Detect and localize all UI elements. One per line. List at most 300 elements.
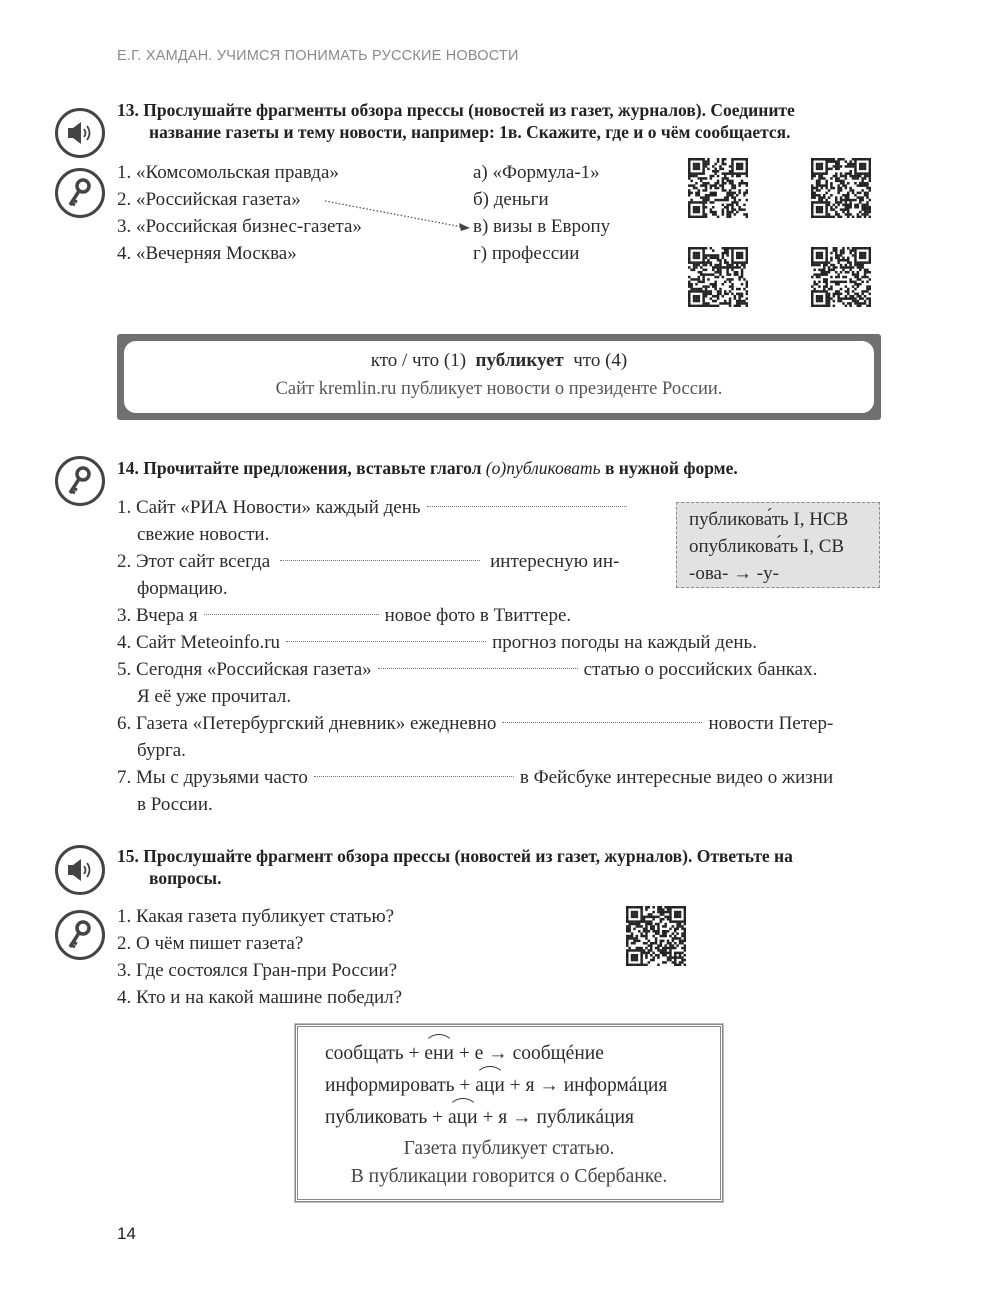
qr-module [698, 163, 701, 166]
qr-module [823, 305, 826, 307]
qr-module [693, 172, 696, 175]
qr-module [626, 918, 629, 921]
qr-module [818, 182, 821, 185]
qr-module [660, 944, 663, 947]
qr-module [857, 276, 860, 279]
qr-module [664, 930, 667, 933]
qr-module [731, 170, 734, 173]
qr-module [698, 168, 701, 171]
qr-module [857, 295, 860, 298]
qr-module [736, 247, 739, 250]
qr-module [738, 172, 741, 175]
qr-module [688, 300, 691, 303]
qr-module [705, 177, 708, 180]
qr-module [674, 911, 677, 914]
blank-field[interactable] [286, 641, 486, 642]
qr-module [681, 961, 684, 964]
qr-module [825, 247, 828, 250]
qr-module [662, 918, 665, 921]
qr-module [681, 935, 684, 938]
qr-module [650, 925, 653, 928]
qr-module [837, 184, 840, 187]
qr-module [650, 954, 653, 957]
qr-module [816, 252, 819, 255]
sentence-text: новости Петер- [708, 713, 834, 734]
sentence-text: 2. Этот сайт всегда [117, 551, 271, 572]
qr-module [628, 920, 631, 923]
qr-module [842, 158, 845, 161]
qr-module [813, 269, 816, 272]
qr-module [845, 172, 848, 175]
qr-module [857, 177, 860, 180]
qr-module [849, 281, 852, 284]
qr-module [731, 293, 734, 296]
qr-module [861, 172, 864, 175]
qr-module [702, 158, 705, 161]
qr-module [854, 172, 857, 175]
qr-module [643, 930, 646, 933]
qr-module [828, 189, 831, 192]
sentence-item [117, 767, 833, 789]
qr-module [626, 920, 629, 923]
qr-module [736, 288, 739, 291]
qr-module [866, 247, 869, 250]
qr-module [857, 300, 860, 303]
qr-module [628, 947, 631, 950]
qr-module [833, 158, 836, 161]
qr-module [857, 271, 860, 274]
qr-module [825, 257, 828, 260]
qr-module [736, 175, 739, 178]
qr-module [842, 199, 845, 202]
qr-module [657, 932, 660, 935]
qr-module [736, 168, 739, 171]
qr-module [714, 187, 717, 190]
qr-module [842, 257, 845, 260]
qr-module [631, 956, 634, 959]
qr-module [833, 264, 836, 267]
qr-module [698, 172, 701, 175]
qr-module [816, 163, 819, 166]
qr-module [731, 192, 734, 195]
qr-module [746, 213, 748, 216]
qr-module [811, 172, 814, 175]
qr-module [702, 204, 705, 207]
qr-module [859, 261, 862, 264]
qr-module [823, 278, 826, 281]
qr-module [717, 216, 720, 218]
qr-module [869, 170, 871, 173]
qr-module [828, 216, 831, 218]
qr-module [643, 928, 646, 931]
qr-module [852, 175, 855, 178]
qr-module [707, 194, 710, 197]
qr-module [700, 261, 703, 264]
qr-module [700, 273, 703, 276]
qr-module [679, 911, 682, 914]
qr-module [830, 194, 833, 197]
qr-module [729, 302, 732, 305]
qr-module [722, 213, 725, 216]
qr-module [729, 300, 732, 303]
qr-module [645, 942, 648, 945]
qr-module [664, 923, 667, 926]
qr-module [731, 249, 734, 252]
qr-module [626, 954, 629, 957]
qr-module [837, 163, 840, 166]
result-noun: + я → публикáция [482, 1107, 635, 1128]
qr-module [681, 952, 684, 955]
blank-field[interactable] [204, 614, 379, 615]
qr-module [842, 269, 845, 272]
qr-module [674, 930, 677, 933]
qr-module [852, 266, 855, 269]
qr-module [645, 928, 648, 931]
qr-module [736, 271, 739, 274]
qr-module [869, 252, 871, 255]
qr-module [816, 276, 819, 279]
qr-module [840, 175, 843, 178]
qr-module [672, 961, 675, 964]
qr-module [705, 187, 708, 190]
qr-module [702, 259, 705, 262]
qr-module [636, 916, 639, 919]
qr-module [835, 160, 838, 163]
qr-module [852, 247, 855, 250]
qr-module [664, 954, 667, 957]
qr-module [645, 954, 648, 957]
qr-module [674, 928, 677, 931]
qr-module [729, 165, 732, 168]
qr-module [655, 937, 658, 940]
qr-module [636, 949, 639, 952]
qr-module [869, 165, 871, 168]
qr-module [835, 293, 838, 296]
qr-module [684, 923, 686, 926]
qr-module [818, 165, 821, 168]
qr-module [833, 187, 836, 190]
qr-module [719, 168, 722, 171]
qr-module [710, 184, 713, 187]
qr-module [648, 906, 651, 909]
qr-module [693, 269, 696, 272]
qr-module [679, 916, 682, 919]
qr-module [845, 208, 848, 211]
blank-field[interactable] [502, 722, 702, 723]
qr-module [833, 216, 836, 218]
qr-module [821, 201, 824, 204]
qr-module [736, 252, 739, 255]
qr-module [698, 254, 701, 257]
qr-module [731, 252, 734, 255]
qr-module [859, 172, 862, 175]
qr-module [722, 247, 725, 250]
qr-module [672, 947, 675, 950]
qr-module [681, 928, 684, 931]
qr-module [729, 278, 732, 281]
qr-module [681, 920, 684, 923]
qr-module [864, 182, 867, 185]
qr-module [731, 285, 734, 288]
qr-module [717, 297, 720, 300]
qr-module [736, 302, 739, 305]
qr-module [664, 932, 667, 935]
sentence-text: 7. Мы с друзьями часто [117, 767, 308, 788]
qr-module [813, 196, 816, 199]
qr-module [652, 925, 655, 928]
qr-module [818, 180, 821, 183]
qr-module [707, 285, 710, 288]
qr-module [811, 295, 814, 298]
qr-module [676, 913, 679, 916]
qr-module [717, 182, 720, 185]
qr-module [854, 247, 857, 250]
qr-module [645, 964, 648, 966]
qr-module [645, 932, 648, 935]
example-sentence: Газета публикует статью. [403, 1138, 615, 1159]
qr-module [660, 906, 663, 909]
sentence-item [117, 659, 817, 681]
blank-field[interactable] [378, 668, 578, 669]
qr-module [705, 213, 708, 216]
qr-module [679, 954, 682, 957]
qr-module [669, 954, 672, 957]
qr-module [736, 158, 739, 161]
qr-module [631, 932, 634, 935]
qr-module [746, 168, 748, 171]
qr-code[interactable] [688, 158, 748, 218]
qr-module [864, 192, 867, 195]
qr-module [741, 180, 744, 183]
qr-module [726, 273, 729, 276]
qr-module [823, 266, 826, 269]
qr-module [648, 944, 651, 947]
qr-module [693, 264, 696, 267]
qr-module [688, 168, 691, 171]
audio-icon[interactable] [55, 108, 105, 158]
qr-module [818, 189, 821, 192]
qr-module [852, 158, 855, 161]
qr-module [684, 911, 686, 914]
qr-module [816, 208, 819, 211]
qr-module [816, 257, 819, 260]
qr-module [746, 175, 748, 178]
qr-module [690, 283, 693, 286]
qr-module [652, 916, 655, 919]
qr-code[interactable] [811, 158, 871, 218]
qr-module [864, 172, 867, 175]
qr-module [854, 302, 857, 305]
qr-module [643, 935, 646, 938]
qr-module [835, 283, 838, 286]
qr-module [736, 264, 739, 267]
qr-module [688, 254, 691, 257]
qr-code[interactable] [688, 247, 748, 307]
qr-module [690, 172, 693, 175]
qr-module [695, 187, 698, 190]
qr-module [690, 199, 693, 202]
qr-module [864, 168, 867, 171]
qr-module [857, 213, 860, 216]
qr-module [864, 261, 867, 264]
qr-module [842, 249, 845, 252]
qr-module [679, 913, 682, 916]
qr-module [859, 165, 862, 168]
qr-module [746, 259, 748, 262]
qr-module [738, 266, 741, 269]
qr-module [702, 273, 705, 276]
qr-module [734, 247, 737, 250]
qr-module [657, 928, 660, 931]
qr-module [705, 305, 708, 307]
qr-module [837, 204, 840, 207]
qr-module [652, 930, 655, 933]
qr-module [842, 252, 845, 255]
qr-module [835, 196, 838, 199]
qr-module [816, 201, 819, 204]
qr-module [669, 916, 672, 919]
qr-module [719, 165, 722, 168]
qr-module [859, 182, 862, 185]
qr-module [717, 187, 720, 190]
qr-module [705, 288, 708, 291]
rule-pattern [124, 350, 874, 372]
qr-module [811, 261, 814, 264]
qr-module [660, 913, 663, 916]
qr-module [688, 305, 691, 307]
qr-module [852, 254, 855, 257]
qr-module [695, 261, 698, 264]
question-item: 1. Какая газета публикует статью? [117, 906, 395, 927]
qr-module [633, 920, 636, 923]
qr-module [664, 935, 667, 938]
blank-field[interactable] [280, 560, 480, 561]
qr-module [702, 182, 705, 185]
qr-module [640, 935, 643, 938]
qr-module [660, 911, 663, 914]
qr-module [835, 180, 838, 183]
qr-module [705, 201, 708, 204]
qr-module [648, 949, 651, 952]
qr-module [731, 278, 734, 281]
qr-module [859, 199, 862, 202]
qr-module [722, 211, 725, 214]
qr-module [717, 170, 720, 173]
qr-code[interactable] [626, 906, 686, 966]
blank-field[interactable] [314, 776, 514, 777]
qr-module [813, 187, 816, 190]
qr-module [700, 180, 703, 183]
qr-module [702, 257, 705, 260]
qr-module [695, 300, 698, 303]
qr-module [866, 158, 869, 161]
qr-module [705, 184, 708, 187]
qr-module [746, 249, 748, 252]
qr-module [864, 163, 867, 166]
qr-code[interactable] [811, 247, 871, 307]
qr-module [828, 204, 831, 207]
qr-module [866, 290, 869, 293]
qr-module [688, 158, 691, 161]
qr-module [626, 930, 629, 933]
sentence-item [117, 551, 619, 573]
qr-module [741, 208, 744, 211]
key-icon [55, 168, 105, 218]
qr-module [837, 201, 840, 204]
qr-module [705, 257, 708, 260]
qr-module [669, 944, 672, 947]
qr-module [717, 180, 720, 183]
qr-module [818, 257, 821, 260]
qr-module [852, 189, 855, 192]
qr-module [866, 196, 869, 199]
qr-module [698, 252, 701, 255]
qr-module [852, 271, 855, 274]
qr-module [845, 285, 848, 288]
qr-module [825, 160, 828, 163]
qr-module [702, 305, 705, 307]
qr-module [840, 264, 843, 267]
qr-module [669, 947, 672, 950]
qr-module [640, 961, 643, 964]
sentence-continuation: свежие новости. [137, 524, 270, 545]
qr-module [643, 920, 646, 923]
qr-module [835, 254, 838, 257]
audio-icon[interactable] [55, 845, 105, 895]
qr-module [738, 295, 741, 298]
qr-module [695, 283, 698, 286]
qr-module [816, 305, 819, 307]
qr-module [714, 170, 717, 173]
qr-module [695, 290, 698, 293]
qr-module [864, 184, 867, 187]
qr-module [854, 288, 857, 291]
qr-module [690, 201, 693, 204]
qr-module [869, 168, 871, 171]
topic-item: б) деньги [473, 189, 549, 210]
qr-module [702, 281, 705, 284]
qr-module [854, 261, 857, 264]
qr-module [833, 204, 836, 207]
qr-module [818, 269, 821, 272]
qr-module [710, 194, 713, 197]
qr-module [736, 254, 739, 257]
qr-module [837, 180, 840, 183]
qr-module [811, 184, 814, 187]
qr-module [638, 949, 641, 952]
qr-module [743, 266, 746, 269]
qr-module [854, 297, 857, 300]
qr-module [837, 187, 840, 190]
qr-module [722, 254, 725, 257]
qr-module [662, 925, 665, 928]
qr-module [710, 175, 713, 178]
qr-module [717, 175, 720, 178]
qr-module [710, 187, 713, 190]
qr-module [840, 266, 843, 269]
qr-module [746, 163, 748, 166]
blank-field[interactable] [427, 506, 627, 507]
qr-module [698, 290, 701, 293]
qr-module [640, 925, 643, 928]
qr-module [662, 913, 665, 916]
qr-module [866, 288, 869, 291]
qr-module [731, 182, 734, 185]
qr-module [714, 305, 717, 307]
qr-module [849, 278, 852, 281]
qr-module [705, 264, 708, 267]
qr-module [811, 264, 814, 267]
